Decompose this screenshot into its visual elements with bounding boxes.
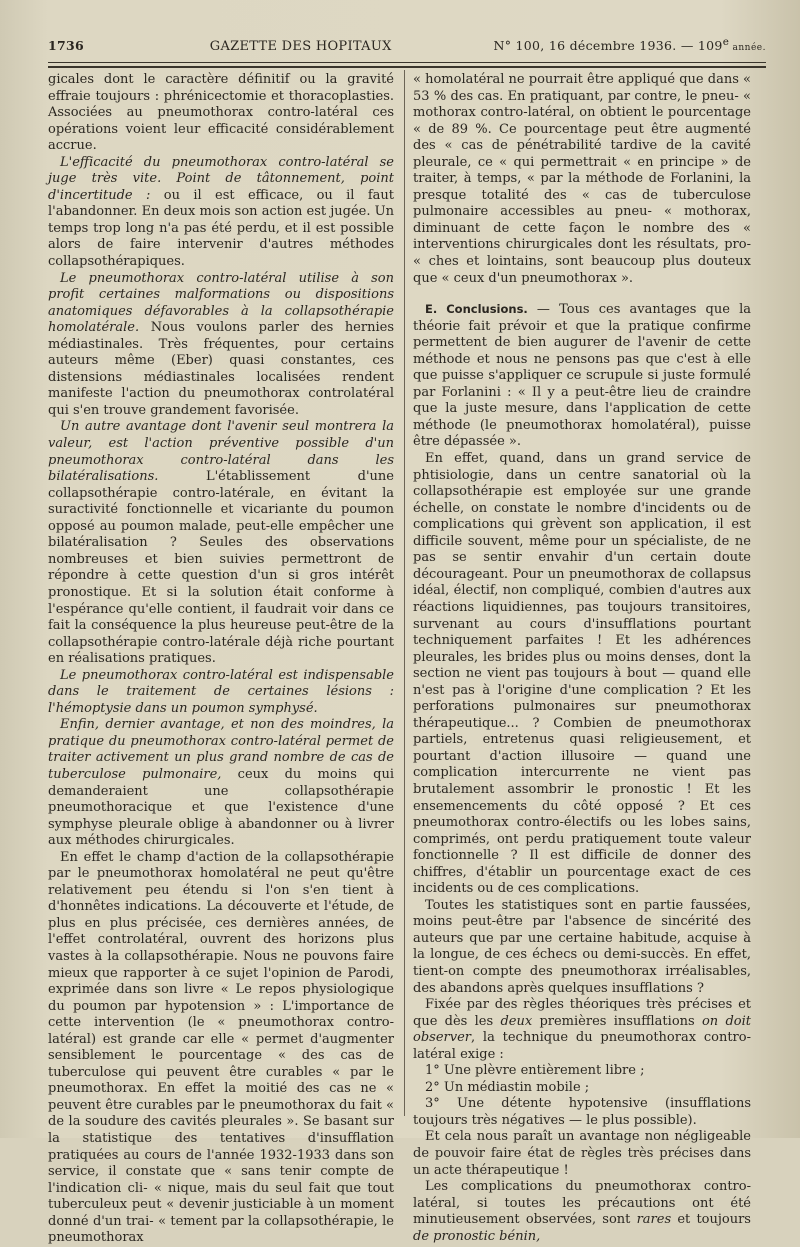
issue-sup: e — [722, 36, 730, 48]
paragraph-text: Fixée par des règles théoriques très précises et que dès les — [413, 997, 751, 1029]
section-heading: E. Conclusions. — [425, 302, 528, 317]
paragraph-text: — Tous ces avantages que la théorie fait prévoir et que la pratique confirme permettent de bien augurer de l'avenir de cette méthode et nous ne pensons pas que c'est à elle que puisse s'appliquer ce scrupule si juste formulé par Forlanini : « Il y a peut-être lieu de craindre que la juste mesure, dans l'application de cette méthode (le pneumothorax homolatéral), puisse être dépassée ». — [413, 302, 751, 450]
issue-line — [493, 36, 766, 53]
header-rule-thick — [48, 66, 766, 68]
paragraph: Toutes les statistiques sont en partie faussées, moins peut-être par l'absence de sincérité des auteurs que par une certaine habitude, acquise à la longue, de ces échecs ou demi-succès. En effet, tient-on compte des pneumothorax irréalisables, des abandons après quelques insufflations ? — [413, 897, 751, 996]
issue-suffix: année. — [729, 43, 766, 54]
italic-lead: Enfin, dernier avantage, et non des moindres, la pratique du pneumothorax contro-latéral permet de traiter activement un plus grand nombre de cas de tuberculose pulmonaire, — [48, 717, 394, 782]
paragraph: En effet, quand, dans un grand service de phtisiologie, dans un centre sanatorial où la collapsothérapie est employée sur une grande échelle, on constate le nombre d'incidents ou de complications qui grèvent son application, il est difficile souvent, même pour un spécialiste, de ne pas se sentir envahir d'un certain doute décourageant. Pour un pneumothorax de collapsus idéal, électif, non compliqué, combien d'autres aux réactions liquidiennes, pas toujours transitoires, survenant au cours d'insufflations pourtant techniquement parfaites ! Et les adhérences pleurales, les brides plus ou moins denses, dont la section ne vient pas toujours à bout — quand elle n'est pas à l'origine d'une complication ? Et les perforations pulmonaires sur pneumothorax thérapeutique... ? Combien de pneumothorax partiels, entretenus quasi religieusement, et pourtant d'action illusoire — quand une complication intercurrente ne vient pas brutalement assombrir le pronostic ! Et les ensemencements du côté opposé ? Et ces pneumothorax contro-électifs ou les lobes sains, comprimés, ont perdu pratiquement toute valeur fonctionnelle ? Il est difficile de donner des chiffres, d'établir un pourcentage exact de ces incidents ou de ces complications. — [413, 451, 751, 897]
journal-title: GAZETTE DES HOPITAUX — [209, 39, 392, 55]
paragraph: En effet le champ d'action de la collapsothérapie par le pneumothorax homolatéral ne peut qu'être relativement peu étendu si l'on s'en tient à d'honnêtes indications. La découverte et l'étude, de plus en plus précisée, ces dernières années, de l'effet controlatéral, ouvrent des horizons plus vastes à la collapsothérapie. Nous ne pouvons faire mieux que rapporter à ce sujet l'opinion de Parodi, exprimée dans son livre « Le repos physiologique du poumon par hypotension » : L'importance de cette intervention (le « pneumothorax contro-latéral) est grande car elle « permet d'augmenter sensiblement le pourcentage « des cas de tuberculose qui peuvent être curables « par le pneumothorax. En effet la moitié des cas ne « peuvent être curables par le pneumothorax du fait « de la soudure des cavités pleurales ». Se basant sur la statistique des tentatives d'insufflation pratiquées au cours de l'année 1932-1933 dans son service, il constate que « sans tenir compte de l'indication cli- « nique, mais du seul fait que tout tuberculeux peut « devenir justiciable à un moment donné d'un trai- « tement par la collapsothérapie, le pneumothorax — [48, 849, 394, 1246]
issue-text: N° 100, 16 décembre 1936. — 109 — [493, 38, 723, 54]
italic-word: rares — [636, 1212, 672, 1228]
paragraph-text: Nous voulons parler des hernies médiastinales. Très fréquentes, pour certains auteurs même (Eber) quasi constantes, ces distensions médiastinales localisées rendent manifeste l'action du pneumothorax controlatéral qui s'en trouve grandement favorisée. — [48, 320, 394, 418]
paragraph-text: ceux du moins qui demanderaient une collapsothérapie pneumothoracique et que l'existence d'une symphyse pleurale oblige à abandonner ou à livrer aux méthodes chirurgicales. — [48, 766, 395, 849]
paragraph-text: L'établissement d'une collapsothérapie contro-latérale, en évitant la suractivité fonctionnelle et vicariante du poumon opposé au poumon malade, peut-elle empêcher une bilatéralisation ? Seules des observations nombreuses et bien suivies permettront de répondre à cette question d'un si gros intérêt pronostique. Et si la solution était conforme à l'espérance qu'elle contient, il faudrait voir dans ce fait la conséquence la plus heureuse peut-être de la collapsothérapie contro-latérale déjà riche pourtant en réalisations pratiques. — [48, 469, 394, 667]
paragraph: Et cela nous paraît un avantage non négligeable de pouvoir faire état de règles très précises dans un acte thérapeutique ! — [413, 1129, 751, 1178]
paragraph-text: , la technique du pneumothorax contro-latéral exige : — [413, 1030, 751, 1062]
paragraph — [48, 155, 394, 271]
list-item: 2° Un médiastin mobile ; — [425, 1079, 590, 1095]
paragraph — [48, 419, 394, 667]
paragraph — [48, 717, 394, 849]
right-column — [413, 72, 751, 1245]
paragraph — [48, 668, 394, 718]
italic-lead: Le pneumothorax contro-latéral est indispensable dans le traitement de certaines lésions : l'hémoptysie dans un poumon symphysé. — [48, 667, 394, 716]
italic-phrase: de pronostic bénin, — [413, 1228, 541, 1244]
paragraph — [48, 271, 394, 420]
paragraph-text: Les complications du pneumothorax contro-latéral, si toutes les précautions ont été minutieusement observées, sont — [413, 1179, 751, 1228]
paragraph: gicales dont le caractère définitif ou la gravité effraie toujours : phrénicectomie et thoracoplasties. Associées au pneumothorax contro-latéral ces opérations voient leur efficacité considérablement accrue. — [48, 72, 394, 154]
paragraph-text: et toujours — [671, 1212, 751, 1228]
left-column — [48, 72, 394, 1247]
running-header — [48, 36, 766, 62]
italic-word: deux — [500, 1013, 533, 1029]
header-rule — [48, 62, 766, 63]
paragraph-text: premières insufflations — [532, 1013, 702, 1029]
italic-phrase: on doit observer — [413, 1013, 751, 1046]
page-number: 1736 — [48, 38, 84, 54]
paragraph-text: ou il est efficace, ou il faut l'abandonner. En deux mois son action est jugée. Un temps trop long n'a pas été perdu, et il est possible alors de faire intervenir d'autres méthodes collapsothérapiques. — [48, 187, 394, 270]
paragraph — [413, 301, 751, 451]
italic-lead: Un autre avantage dont l'avenir seul montrera la valeur, est l'action préventive possible d'un pneumothorax contro-latéral dans les bilatéralisations. — [48, 419, 394, 485]
paragraph — [413, 997, 751, 1063]
paragraph — [413, 1179, 751, 1245]
italic-lead: Le pneumothorax contro-latéral utilise à son profit certaines malformations ou dispositions anatomiques défavorables à la collapsothérapie homolatérale. — [48, 270, 394, 336]
list-item: 1° Une plèvre entièrement libre ; — [425, 1063, 645, 1079]
list-item: 3° Une détente hypotensive (insufflations toujours très négatives — le plus possible). — [413, 1096, 751, 1128]
column-divider — [404, 70, 405, 1116]
quote-paragraph: « homolatéral ne pourrait être appliqué que dans « 53 % des cas. En pratiquant, par contre, le pneu- « mothorax contro-latéral, on obtient le pourcentage « de 89 %. Ce pourcentage peut être augmenté des « cas de pénétrabilité tardive de la cavité pleurale, ce « qui permettrait « en principe » de traiter, à temps, « par la méthode de Forlanini, la presque totalité des « cas de tuberculose pulmonaire accessibles au pneu- « mothorax, diminuant de cette façon le nombre des « interventions chirurgicales dont les résultats, pro- « ches et lointains, sont beaucoup plus douteux que « ceux d'un pneumothorax ». — [413, 72, 751, 286]
italic-lead: L'efficacité du pneumothorax contro-latéral se juge très vite. Point de tâtonnement, point d'incertitude : — [48, 154, 394, 203]
